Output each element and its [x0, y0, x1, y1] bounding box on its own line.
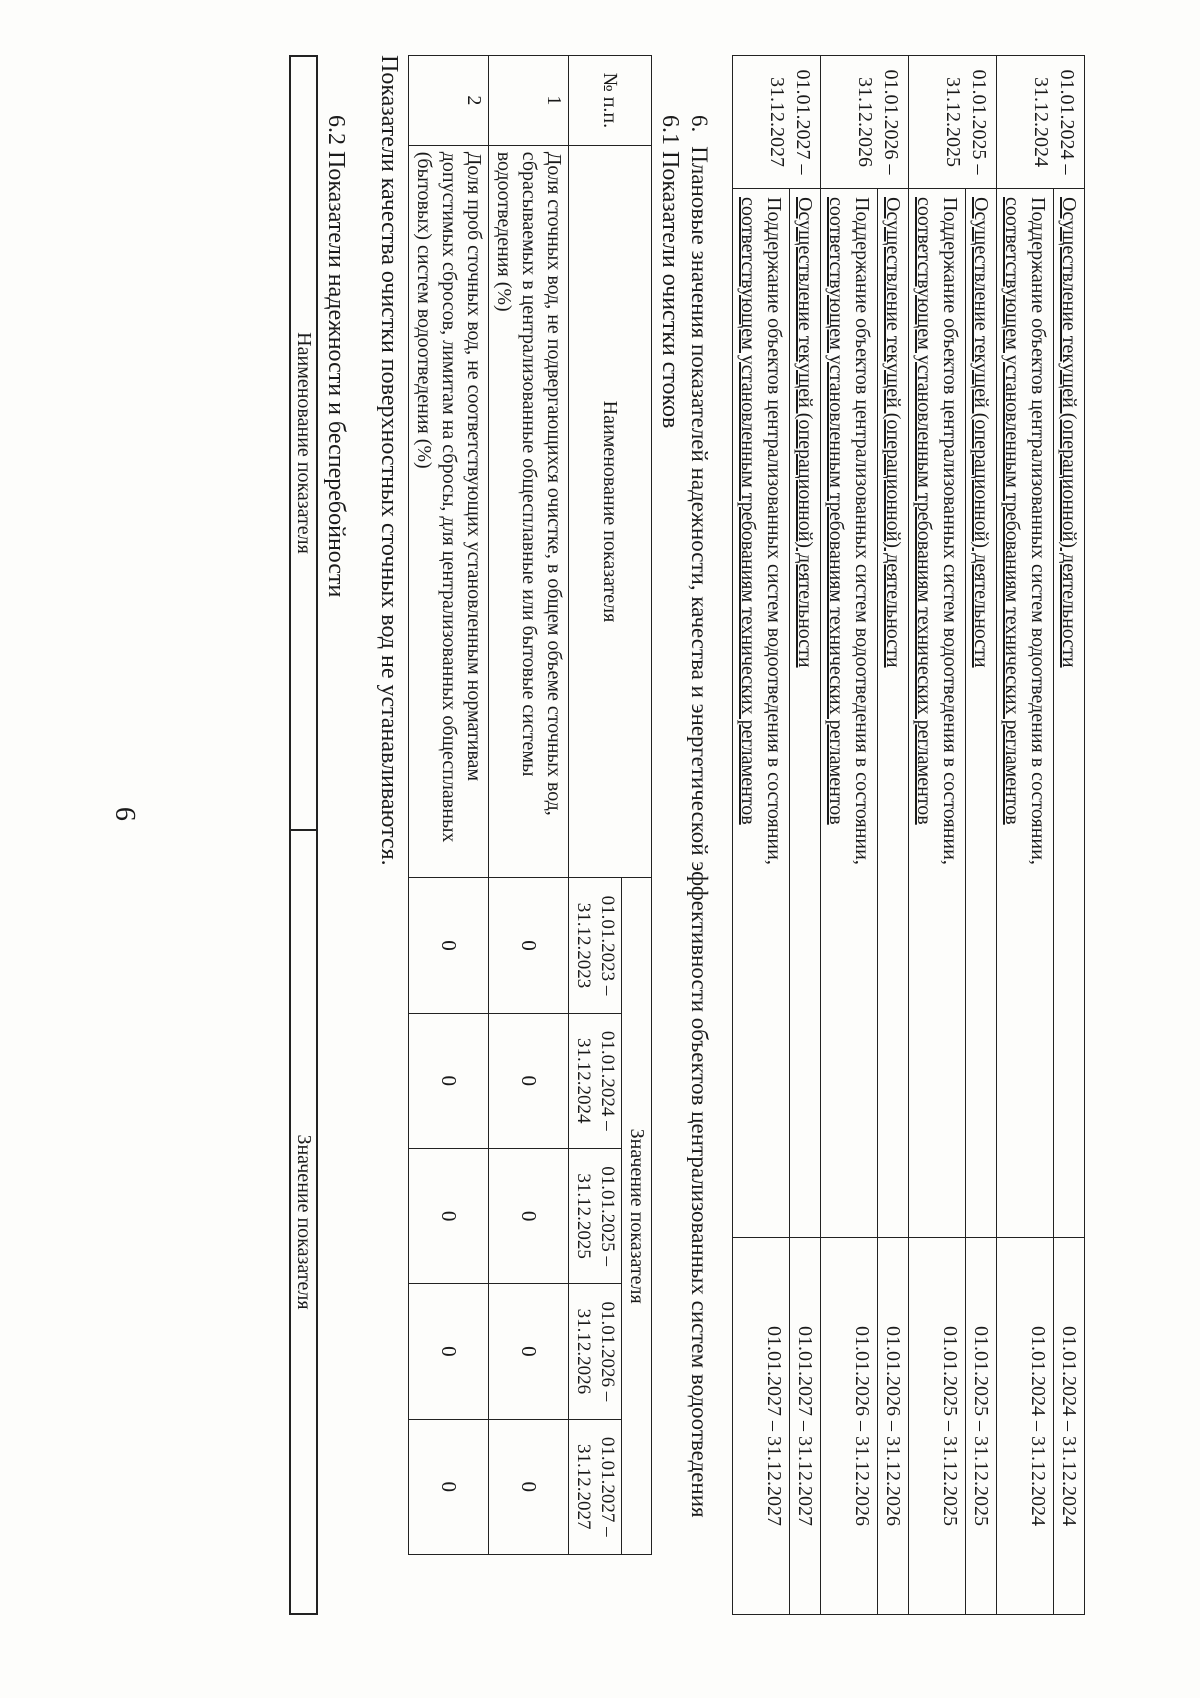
table-row: [409, 56, 489, 1555]
indicator-value: 0: [489, 1148, 569, 1283]
column-header-num: № п.п.: [569, 56, 652, 146]
date-cell: 01.01.2025 – 31.12.2025: [909, 1238, 966, 1615]
activity-cell: Осуществление текущей (операционной) деятельности: [790, 189, 821, 1238]
activity-line: соответствующем установленным требованиям технических регламентов: [1001, 197, 1023, 825]
date-cell: 01.01.2024 – 31.12.2024: [1054, 1238, 1085, 1615]
table-row: [821, 56, 878, 1615]
table-row: [790, 56, 821, 1615]
date-cell: 01.01.2026 – 31.12.2026: [878, 1238, 909, 1615]
row-number: 2: [409, 56, 489, 146]
date-cell: 01.01.2026 – 31.12.2026: [821, 1238, 878, 1615]
activity-cell: Осуществление текущей (операционной) деятельности: [1054, 189, 1085, 1238]
column-header-value: Значение показателя: [290, 830, 317, 1614]
indicator-value: 0: [409, 1013, 489, 1148]
section-title: Плановые значения показателей надежности, качества и энергетической эффективности объектов централизованных систем водоотведения: [687, 146, 712, 1518]
section-6-heading: [684, 55, 714, 1555]
period-cell: 01.01.2027 – 31.12.2027: [733, 56, 821, 189]
section-6-2-heading: 6.2 Показатели надежности и бесперебойности: [323, 115, 349, 598]
column-header-period: 01.01.2025 – 31.12.2025: [569, 1148, 622, 1283]
table-row: [878, 56, 909, 1615]
date-cell: 01.01.2027 – 31.12.2027: [733, 1238, 790, 1615]
table-row: [733, 56, 790, 1615]
table-row: [489, 56, 569, 1555]
column-header-name: Наименование показателя: [569, 145, 652, 878]
date-cell: 01.01.2027 – 31.12.2027: [790, 1238, 821, 1615]
table-row: [997, 56, 1054, 1615]
indicator-value: 0: [489, 1419, 569, 1554]
activity-line: Поддержание объектов централизованных систем водоотведения в состоянии,: [1027, 197, 1049, 865]
period-cell: 01.01.2024 – 31.12.2024: [997, 56, 1085, 189]
table-row: [909, 56, 966, 1615]
column-header-period: 01.01.2027 – 31.12.2027: [569, 1419, 622, 1554]
activity-line: соответствующем установленным требованиям технических регламентов: [825, 197, 847, 825]
reliability-indicators-table: [289, 55, 318, 1615]
column-header-period: 01.01.2026 – 31.12.2026: [569, 1284, 622, 1419]
date-cell: 01.01.2024 – 31.12.2024: [997, 1238, 1054, 1615]
indicator-value: 0: [409, 1419, 489, 1554]
period-cell: 01.01.2026 – 31.12.2026: [821, 56, 909, 189]
activity-cell: Осуществление текущей (операционной) деятельности: [878, 189, 909, 1238]
section-6-1-heading: 6.1 Показатели очистки стоков: [657, 115, 683, 429]
indicator-value: 0: [409, 878, 489, 1013]
indicator-value: 0: [489, 878, 569, 1013]
column-header-period: 01.01.2024 – 31.12.2024: [569, 1013, 622, 1148]
column-header-period: 01.01.2023 – 31.12.2023: [569, 878, 622, 1013]
activity-line: соответствующем установленным требованиям технических регламентов: [913, 197, 935, 825]
table-row: [966, 56, 997, 1615]
activity-cell: [909, 189, 966, 1238]
indicator-name: Доля сточных вод, не подвергающихся очистке, в общем объеме сточных вод, сбрасываемых в централизованные общесплавные или бытовые системы водоотведения (%): [489, 145, 569, 878]
period-cell: 01.01.2025 – 31.12.2025: [909, 56, 997, 189]
surface-wastewater-notice: Показатели качества очистки поверхностных сточных вод не устанавливаются.: [376, 55, 402, 866]
table-row: [1054, 56, 1085, 1615]
date-cell: 01.01.2025 – 31.12.2025: [966, 1238, 997, 1615]
indicator-value: 0: [409, 1148, 489, 1283]
column-header-name: Наименование показателя: [290, 56, 317, 830]
activity-cell: Осуществление текущей (операционной) деятельности: [966, 189, 997, 1238]
activity-cell: [997, 189, 1054, 1238]
section-number: 6.: [687, 115, 712, 133]
schedule-table: [732, 55, 1085, 1615]
activity-line: Поддержание объектов централизованных систем водоотведения в состоянии,: [851, 197, 873, 865]
activity-line: соответствующем установленным требованиям технических регламентов: [737, 197, 759, 825]
row-number: 1: [489, 56, 569, 146]
activity-line: Поддержание объектов централизованных систем водоотведения в состоянии,: [939, 197, 961, 865]
page-number: 9: [111, 807, 142, 821]
activity-cell: [733, 189, 790, 1238]
table-header-row: [622, 56, 652, 1555]
column-header-value-group: Значение показателя: [622, 878, 652, 1555]
indicator-value: 0: [489, 1013, 569, 1148]
wastewater-treatment-indicators-table: [408, 55, 652, 1555]
rotated-page-content: [165, 55, 1085, 1615]
activity-cell: [821, 189, 878, 1238]
table-header-row: [290, 56, 317, 1614]
indicator-name: Доля проб сточных вод, не соответствующих установленным нормативам допустимых сбросов, лимитам на сбросы, для централизованных общесплавных (бытовых) систем водоотведения (%): [409, 145, 489, 878]
activity-line: Поддержание объектов централизованных систем водоотведения в состоянии,: [763, 197, 785, 865]
indicator-value: 0: [409, 1284, 489, 1419]
indicator-value: 0: [489, 1284, 569, 1419]
